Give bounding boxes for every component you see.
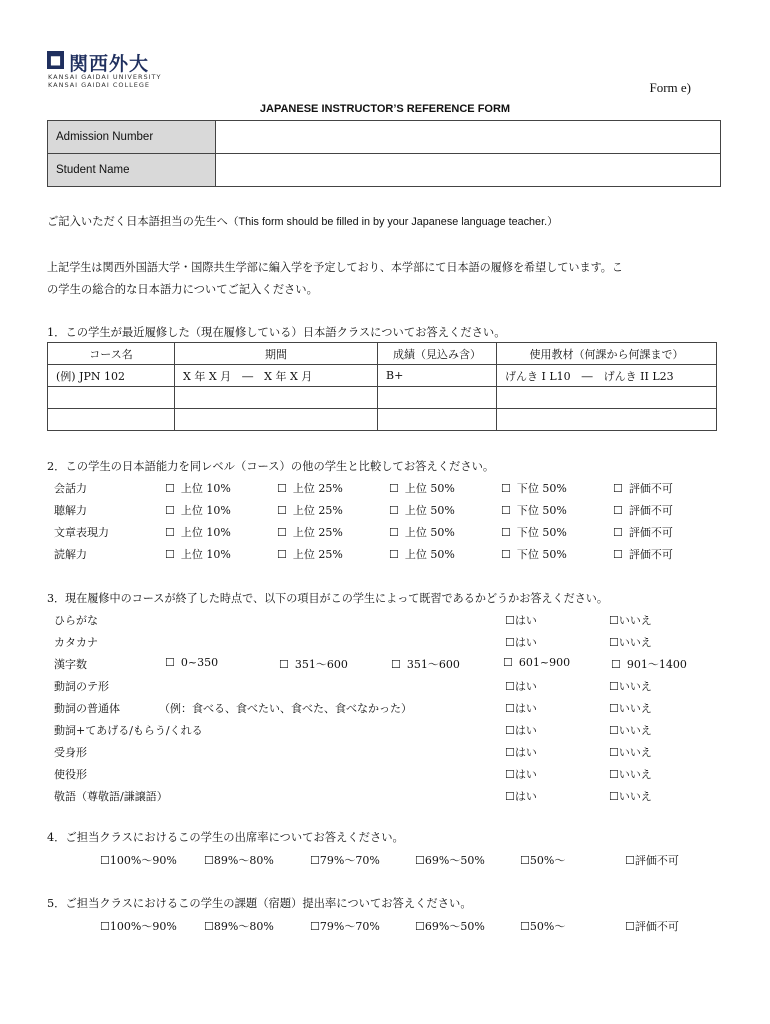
- homework-option-checkbox[interactable]: ☐ 50%～: [520, 918, 565, 934]
- period-cell[interactable]: [175, 387, 378, 409]
- option-top-50-checkbox[interactable]: ☐ 上位 50%: [389, 546, 455, 562]
- option-top-10-checkbox[interactable]: ☐ 上位 10%: [165, 502, 231, 518]
- attendance-option-checkbox[interactable]: ☐ 89%～80%: [204, 852, 274, 868]
- homework-options: [47, 915, 727, 937]
- skill-label: 聴解力: [54, 504, 87, 517]
- course-name-cell[interactable]: (例) JPN 102: [48, 365, 175, 387]
- yes-checkbox[interactable]: ☐ はい: [505, 678, 537, 694]
- logo-sub-college: KANSAI GAIDAI COLLEGE: [48, 81, 151, 89]
- yes-checkbox[interactable]: ☐ はい: [505, 788, 537, 804]
- grade-cell[interactable]: B+: [378, 365, 497, 387]
- kanji-option-checkbox[interactable]: ☐ 0~350: [165, 656, 218, 669]
- no-checkbox[interactable]: ☐ いいえ: [609, 700, 652, 716]
- course-name-cell[interactable]: [48, 387, 175, 409]
- option-top-50-checkbox[interactable]: ☐ 上位 50%: [389, 502, 455, 518]
- kanji-option-checkbox[interactable]: ☐ 901～1400: [611, 656, 687, 672]
- textbook-cell[interactable]: [497, 409, 717, 431]
- attendance-option-checkbox[interactable]: ☐ 50%～: [520, 852, 565, 868]
- item-label: 受身形: [54, 746, 87, 759]
- option-top-10-checkbox[interactable]: ☐ 上位 10%: [165, 546, 231, 562]
- grade-cell[interactable]: [378, 387, 497, 409]
- kanji-label: 漢字数: [54, 658, 87, 671]
- option-bottom-50-checkbox[interactable]: ☐ 下位 50%: [501, 524, 567, 540]
- table-row: [48, 409, 717, 431]
- period-cell[interactable]: [175, 409, 378, 431]
- logo-sub-university: KANSAI GAIDAI UNIVERSITY: [48, 73, 162, 81]
- kanji-option-checkbox[interactable]: ☐ 351～600: [391, 656, 460, 672]
- skill-row-reading: [47, 543, 727, 565]
- attendance-option-checkbox[interactable]: ☐ 69%～50%: [415, 852, 485, 868]
- option-bottom-50-checkbox[interactable]: ☐ 下位 50%: [501, 480, 567, 496]
- option-unratable-checkbox[interactable]: ☐ 評価不可: [613, 502, 673, 518]
- yes-checkbox[interactable]: ☐ はい: [505, 744, 537, 760]
- header-textbook: 使用教材（何課から何課まで）: [497, 343, 717, 365]
- skill-label: 会話力: [54, 482, 87, 495]
- form-label: Form e): [649, 80, 691, 95]
- option-top-25-checkbox[interactable]: ☐ 上位 25%: [277, 502, 343, 518]
- attendance-option-checkbox[interactable]: ☐ 評価不可: [625, 852, 679, 868]
- option-unratable-checkbox[interactable]: ☐ 評価不可: [613, 480, 673, 496]
- admission-number-row: [48, 121, 721, 154]
- skill-label: 読解力: [54, 548, 87, 561]
- admission-number-field[interactable]: [216, 121, 721, 154]
- student-info-table: [47, 120, 721, 187]
- intro-line: [47, 213, 558, 229]
- option-bottom-50-checkbox[interactable]: ☐ 下位 50%: [501, 502, 567, 518]
- option-bottom-50-checkbox[interactable]: ☐ 下位 50%: [501, 546, 567, 562]
- item-label: 動詞+てあげる/もらう/くれる: [54, 724, 203, 737]
- option-unratable-checkbox[interactable]: ☐ 評価不可: [613, 524, 673, 540]
- no-checkbox[interactable]: ☐ いいえ: [609, 612, 652, 628]
- course-table: [47, 342, 717, 431]
- grade-cell[interactable]: [378, 409, 497, 431]
- table-row: [48, 365, 717, 387]
- skill-row-writing: [47, 521, 727, 543]
- no-checkbox[interactable]: ☐ いいえ: [609, 744, 652, 760]
- item-row-plain-form: [47, 697, 727, 719]
- student-name-row: [48, 154, 721, 187]
- table-row: [48, 387, 717, 409]
- option-top-25-checkbox[interactable]: ☐ 上位 25%: [277, 524, 343, 540]
- q1-title: 1．この学生が最近履修した（現在履修している）日本語クラスについてお答えください。: [47, 326, 506, 339]
- skill-row-listening: [47, 499, 727, 521]
- item-note: （例：食べる、食べたい、食べた、食べなかった）: [159, 702, 412, 715]
- item-label: カタカナ: [54, 636, 98, 649]
- intro-en: （This form should be filled in by your Japanese language teacher.）: [227, 216, 558, 228]
- intro-jp: ご記入いただく日本語担当の先生へ: [47, 215, 228, 228]
- period-cell[interactable]: X 年 X 月 ― X 年 X 月: [175, 365, 378, 387]
- option-top-50-checkbox[interactable]: ☐ 上位 50%: [389, 480, 455, 496]
- q2-title: 2．この学生の日本語能力を同レベル（コース）の他の学生と比較してお答えください。: [47, 460, 495, 473]
- skill-row-speaking: [47, 477, 727, 499]
- option-unratable-checkbox[interactable]: ☐ 評価不可: [613, 546, 673, 562]
- form-title: JAPANESE INSTRUCTOR’S REFERENCE FORM: [259, 103, 511, 115]
- item-row-hiragana: [47, 609, 727, 631]
- option-top-50-checkbox[interactable]: ☐ 上位 50%: [389, 524, 455, 540]
- no-checkbox[interactable]: ☐ いいえ: [609, 722, 652, 738]
- course-name-cell[interactable]: [48, 409, 175, 431]
- header-grade: 成績（見込み含）: [378, 343, 497, 365]
- homework-option-checkbox[interactable]: ☐ 評価不可: [625, 918, 679, 934]
- option-top-25-checkbox[interactable]: ☐ 上位 25%: [277, 546, 343, 562]
- kanji-option-checkbox[interactable]: ☐ 601~900: [503, 656, 570, 669]
- item-label: 動詞の普通体: [54, 702, 120, 715]
- item-row-kanji-count: [47, 653, 727, 675]
- item-row-te-form: [47, 675, 727, 697]
- item-label: 敬語（尊敬語/謙譲語）: [54, 790, 168, 803]
- logo-mark-icon: ■: [47, 51, 64, 69]
- attendance-option-checkbox[interactable]: ☐ 100%～90%: [100, 852, 177, 868]
- q4-title: 4．ご担当クラスにおけるこの学生の出席率についてお答えください。: [47, 831, 404, 844]
- item-row-katakana: [47, 631, 727, 653]
- student-name-label: Student Name: [48, 154, 216, 187]
- item-label: 動詞のテ形: [54, 680, 109, 693]
- option-top-10-checkbox[interactable]: ☐ 上位 10%: [165, 480, 231, 496]
- admission-number-label: Admission Number: [48, 121, 216, 154]
- no-checkbox[interactable]: ☐ いいえ: [609, 788, 652, 804]
- no-checkbox[interactable]: ☐ いいえ: [609, 678, 652, 694]
- option-top-10-checkbox[interactable]: ☐ 上位 10%: [165, 524, 231, 540]
- textbook-cell[interactable]: げんき I L10 ― げんき II L23: [497, 365, 717, 387]
- homework-option-checkbox[interactable]: ☐ 69%～50%: [415, 918, 485, 934]
- homework-option-checkbox[interactable]: ☐ 89%～80%: [204, 918, 274, 934]
- yes-checkbox[interactable]: ☐ はい: [505, 634, 537, 650]
- attendance-options: [47, 849, 727, 871]
- logo-kanji: 関西外大: [69, 53, 150, 75]
- homework-option-checkbox[interactable]: ☐ 79%～70%: [310, 918, 380, 934]
- option-top-25-checkbox[interactable]: ☐ 上位 25%: [277, 480, 343, 496]
- item-row-keigo: [47, 785, 727, 807]
- item-row-giving-receiving: [47, 719, 727, 741]
- para-line-2: の学生の総合的な日本語力についてご記入ください。: [47, 283, 318, 296]
- student-name-field[interactable]: [216, 154, 721, 187]
- header-period: 期間: [175, 343, 378, 365]
- yes-checkbox[interactable]: ☐ はい: [505, 612, 537, 628]
- skill-label: 文章表現力: [54, 526, 109, 539]
- kanji-option-checkbox[interactable]: ☐ 351～600: [279, 656, 348, 672]
- attendance-option-checkbox[interactable]: ☐ 79%～70%: [310, 852, 380, 868]
- q5-title: 5．ご担当クラスにおけるこの学生の課題（宿題）提出率についてお答えください。: [47, 897, 472, 910]
- item-label: ひらがな: [54, 614, 98, 627]
- yes-checkbox[interactable]: ☐ はい: [505, 722, 537, 738]
- yes-checkbox[interactable]: ☐ はい: [505, 700, 537, 716]
- item-row-passive: [47, 741, 727, 763]
- homework-option-checkbox[interactable]: ☐ 100%～90%: [100, 918, 177, 934]
- q3-title: 3．現在履修中のコースが終了した時点で、以下の項目がこの学生によって既習であるかどうかお答えください。: [47, 592, 608, 605]
- para-line-1: 上記学生は関西外国語大学・国際共生学部に編入学を予定しており、本学部にて日本語の履修を希望しています。こ: [47, 261, 623, 274]
- header-course-name: コース名: [48, 343, 175, 365]
- textbook-cell[interactable]: [497, 387, 717, 409]
- item-row-causative: [47, 763, 727, 785]
- no-checkbox[interactable]: ☐ いいえ: [609, 634, 652, 650]
- course-table-header: [48, 343, 717, 365]
- yes-checkbox[interactable]: ☐ はい: [505, 766, 537, 782]
- item-label: 使役形: [54, 768, 87, 781]
- no-checkbox[interactable]: ☐ いいえ: [609, 766, 652, 782]
